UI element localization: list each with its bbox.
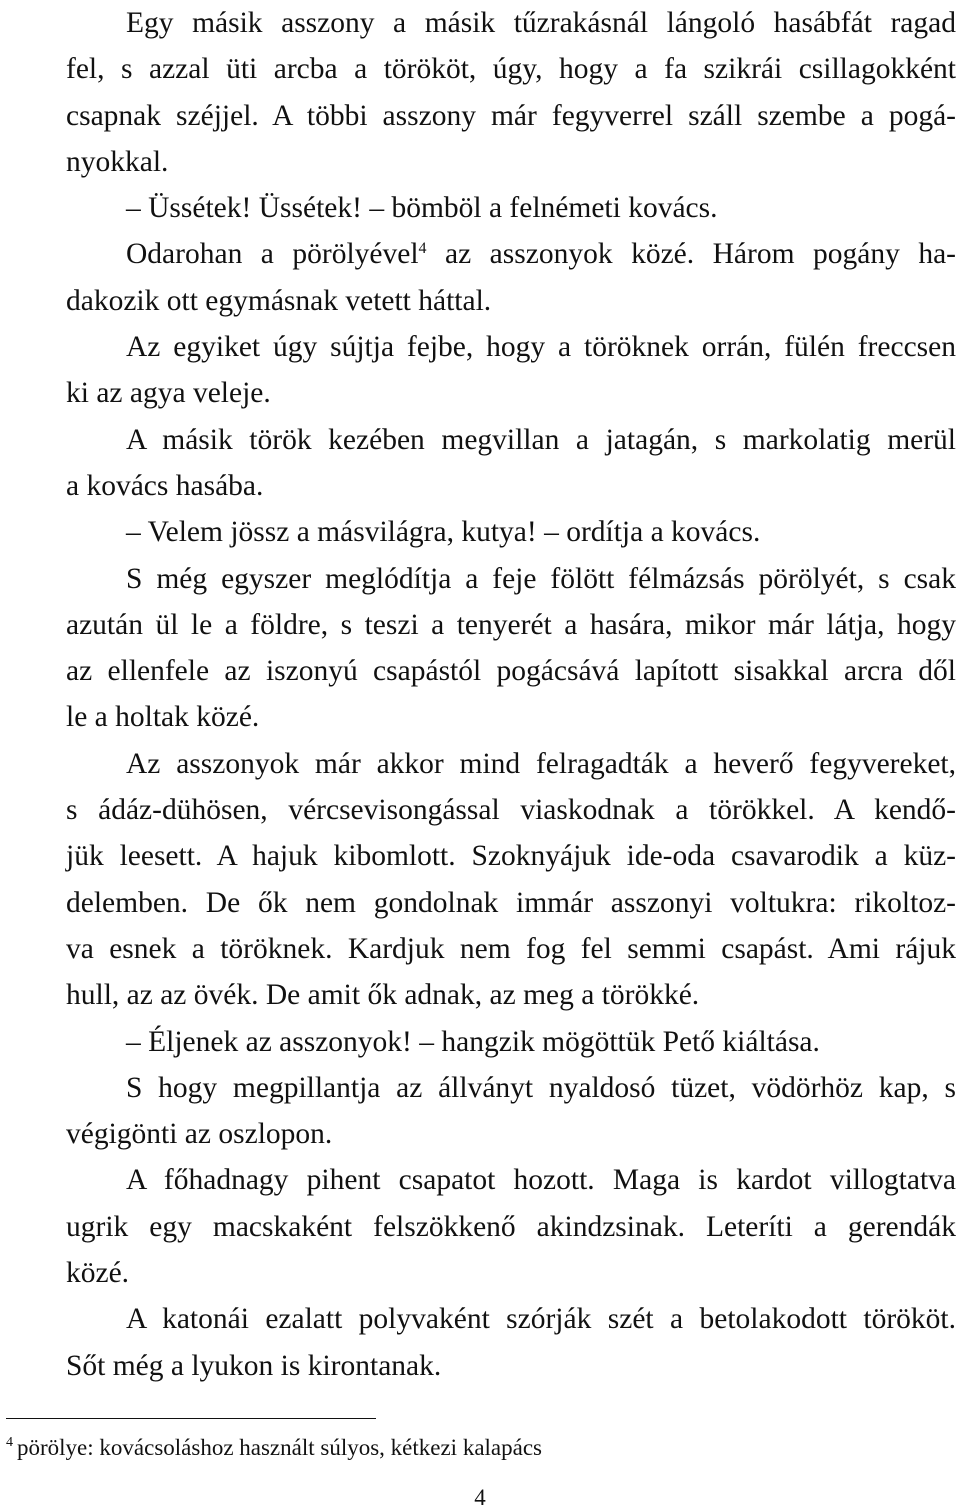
- text-segment: az asszonyok közé. Három pogány ha-: [426, 238, 957, 271]
- text-line: A katonái ezalatt polyvaként szórják szét a betolakodott törököt.: [126, 1303, 956, 1336]
- text-line: Egy másik asszony a másik tűzrakásnál lángoló hasábfát ragad: [126, 7, 956, 39]
- paragraph: [6, 1296, 956, 1389]
- text-line: csapnak széjjel. A többi asszony már fegyverrel száll szembe a pogá-: [66, 99, 956, 132]
- text-line: végigönti az oszlopon.: [66, 1118, 333, 1151]
- text-line: s ádáz-dühösen, vércsevisongással viaskodnak a törökkel. A kendő-: [66, 794, 956, 827]
- paragraph: [6, 556, 956, 741]
- text-line-with-footnote-ref: [6, 231, 956, 277]
- book-page-body: [6, 0, 956, 1389]
- paragraph: [6, 1065, 956, 1158]
- text-line: jük leesett. A hajuk kibomlott. Szoknyájuk ide-oda csavarodik a küz-: [66, 840, 956, 873]
- text-line: nyokkal.: [66, 145, 169, 178]
- text-line: – Üssétek! Üssétek! – bömböl a felnémeti kovács.: [126, 192, 718, 225]
- text-line: – Éljenek az asszonyok! – hangzik mögöttük Pető kiáltása.: [126, 1025, 820, 1058]
- footnote-divider: [6, 1418, 376, 1419]
- footnote-text: pörölye: kovácsoláshoz használt súlyos, kétkezi kalapács: [17, 1435, 543, 1460]
- text-line: Sőt még a lyukon is kirontanak.: [66, 1349, 442, 1382]
- paragraph: [6, 231, 956, 324]
- paragraph: [6, 1019, 956, 1065]
- text-line: A másik török kezében megvillan a jatagán, s markolatig merül: [126, 423, 956, 456]
- text-line: azután ül le a földre, s teszi a tenyerét a hasára, mikor már látja, hogy: [66, 608, 956, 641]
- paragraph: [6, 741, 956, 1019]
- text-line: S hogy megpillantja az állványt nyaldosó tüzet, vödörhöz kap, s: [126, 1071, 956, 1104]
- text-line: ki az agya veleje.: [66, 377, 271, 410]
- text-line: ugrik egy macskaként felszökkenő akindzsinak. Leteríti a gerendák: [66, 1210, 956, 1243]
- paragraph: [6, 417, 956, 510]
- text-line: Az asszonyok már akkor mind felragadták a heverő fegyvereket,: [126, 747, 956, 780]
- page-number: 4: [474, 1485, 486, 1510]
- text-line: fel, s azzal üti arcba a törököt, úgy, hogy a fa szikrái csillagokként: [66, 53, 956, 86]
- text-line: va esnek a töröknek. Kardjuk nem fog fel semmi csapást. Ami rájuk: [66, 932, 956, 965]
- paragraph: [6, 185, 956, 231]
- text-line: S még egyszer meglódítja a feje fölött félmázsás pörölyét, s csak: [126, 562, 956, 595]
- paragraph: [6, 324, 956, 417]
- text-line: a kovács hasába.: [66, 469, 264, 502]
- footnote-reference[interactable]: 4: [418, 240, 427, 258]
- footnote: [6, 1434, 542, 1462]
- text-line: az ellenfele az iszonyú csapástól pogácsává lapított sisakkal arcra dől: [66, 655, 956, 688]
- text-line: – Velem jössz a másvilágra, kutya! – ordítja a kovács.: [126, 516, 761, 549]
- text-line: hull, az az övék. De amit ők adnak, az meg a törökké.: [66, 979, 700, 1012]
- paragraph: [6, 1157, 956, 1296]
- text-line: Az egyiket úgy sújtja fejbe, hogy a töröknek orrán, fülén freccsen: [126, 331, 956, 364]
- footnote-number: 4: [6, 1435, 13, 1450]
- text-line: le a holtak közé.: [66, 701, 260, 734]
- text-line: közé.: [66, 1257, 130, 1290]
- text-line: delemben. De ők nem gondolnak immár asszonyi voltukra: rikoltoz-: [66, 886, 956, 919]
- text-segment: Odarohan a pörölyével: [126, 238, 419, 271]
- text-line: A főhadnagy pihent csapatot hozott. Maga is kardot villogtatva: [126, 1164, 956, 1197]
- text-line: dakozik ott egymásnak vetett háttal.: [66, 284, 492, 317]
- paragraph: [6, 509, 956, 555]
- paragraph: [6, 0, 956, 185]
